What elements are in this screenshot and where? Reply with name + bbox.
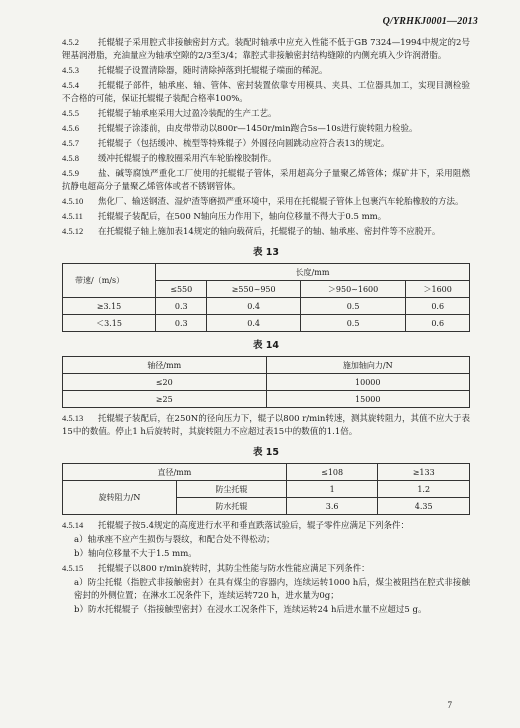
list-item: a）轴承座不应产生损伤与裂纹，和配合处不得松动； [74,535,275,545]
sections-b [62,519,470,617]
section-number: 4.5.9 [62,168,79,178]
section-paragraph [62,152,470,166]
table14-caption: 表 14 [252,340,280,351]
table13-cell: 0.4 [207,315,300,332]
table13-row-label: ≥3.15 [63,298,156,315]
table13-column-header: ≥550~950 [207,281,300,298]
table13-cell: 0.6 [406,315,470,332]
section-number: 4.5.7 [62,138,79,148]
section-number: 4.5.4 [62,80,79,90]
table13-column-header: ＞950~1600 [300,281,406,298]
section-number: 4.5.8 [62,153,79,163]
section-text: 托辊辊子轴承座采用大过盈冷装配的生产工艺。 [98,109,277,119]
section-text: 托辊辊子按5.4规定的高度进行水平和垂直跌落试验后，辊子零件应满足下列条件： [98,521,410,531]
table13-caption: 表 13 [252,247,280,258]
page-number: 7 [447,700,452,710]
section-paragraph [62,64,470,78]
table15-caption: 表 15 [252,447,280,458]
section-text: 缓冲托辊辊子的橡胶圈采用汽车轮胎橡胶制作。 [98,154,277,164]
section-text: 托辊辊子装配后，在500 N轴向压力作用下，轴向位移量不得大于0.5 mm。 [98,212,387,222]
section-text: 托辊辊子设置清除器，随时清除掉落到托辊辊子端面的稀泥。 [98,66,328,76]
section-paragraph [62,79,470,106]
table15-cell: 3.6 [286,498,378,515]
table13 [62,263,470,332]
table13-cell: 0.4 [207,298,300,315]
table13-body [63,298,470,332]
table-row [63,391,470,408]
page-content [62,36,470,618]
table14-row-label: ≥25 [63,391,267,408]
section-number: 4.5.12 [62,226,84,236]
section-text: 托辊辊子以800 r/min旋转时，其防尘性能与防水性能应满足下列条件： [98,564,370,574]
section-paragraph [62,36,470,63]
list-item: b）防水托辊辊子（指接触型密封）在浸水工况条件下，连续运转24 h后进水量不应超过5 g。 [74,605,427,615]
table15-cell: 1 [286,481,378,498]
table13-cell: 0.3 [156,298,207,315]
table15-row-label: 防水托辊 [176,498,286,515]
section-text: 托辊辊子部件，轴承座、轴、管体、密封装置依靠专用模具、夹具、工位器具加工，实现目测检验不合格的可能，保证托辊辊子装配合格率100%。 [62,81,470,104]
section-number: 4.5.10 [62,196,84,206]
table-row [63,374,470,391]
section-number: 4.5.11 [62,211,83,221]
table15-cell: 4.35 [378,498,470,515]
section-paragraph [62,195,470,209]
section-text: 在托辊辊子轴上施加表14规定的轴向载荷后，托辊辊子的轴、轴承座、密封件等不应脱开。 [98,227,441,237]
table13-column-header: ＞1600 [406,281,470,298]
section-number: 4.5.5 [62,108,79,118]
table15-diameter-label: 直径/mm [63,464,287,481]
table15-col-1: ≥133 [378,464,470,481]
table14-row-label: ≤20 [63,374,267,391]
table15 [62,463,470,515]
table13-cell: 0.6 [406,298,470,315]
section-paragraph [62,167,470,194]
table13-cell: 0.5 [300,298,406,315]
section-text: 盐、碱等腐蚀严重化工厂使用的托辊辊子管体，采用超高分子量聚乙烯管体；煤矿井下，采用阻燃抗静电超高分子量聚乙烯管体或者不锈钢管体。 [62,169,470,192]
section-paragraph [62,562,470,576]
table15-col-0: ≤108 [286,464,378,481]
section-text: 托辊辊子（包括缓冲、梳型等特殊辊子）外圆径向圆跳动应符合表13的规定。 [98,139,390,149]
list-item: a）防尘托辊（指腔式非接触密封）在具有煤尘的容器内，连续运转1000 h后，煤尘被阻挡在腔式非接触密封的外侧位置；在淋水工况条件下，连续运转720 h，进水量为0g； [74,578,470,601]
table14-header-diameter: 轴径/mm [63,357,267,374]
section-paragraph [62,519,470,533]
section-number: 4.5.15 [62,563,84,573]
section-paragraph [62,225,470,239]
section-number: 4.5.14 [62,520,84,530]
section-paragraph [62,137,470,151]
section-4-5-13 [62,412,470,439]
table15-row-label: 防尘托辊 [176,481,286,498]
section-text: 托辊辊子涂漆前，由皮带带动以800r—1450r/min跑合5s—10s进行旋转阻力检验。 [98,124,418,134]
section-number: 4.5.6 [62,123,79,133]
table14-cell: 15000 [266,391,470,408]
doc-code-header: Q/YRHKJ0001—2013 [382,16,478,27]
section-paragraph [62,122,470,136]
section-text: 托辊辊子装配后，在250N的径向压力下，辊子以800 r/min转速，测其旋转阻力，其值不应大于表15中的数值。停止1 h后旋转时，其旋转阻力不应超过表15中的数值的1.1倍。 [62,414,470,437]
section-paragraph [62,210,470,224]
table13-row-label: ＜3.15 [63,315,156,332]
table-row [63,298,470,315]
table13-length-header: 长度/mm [156,264,470,281]
table15-group-label: 旋转阻力/N [63,481,177,515]
section-number: 4.5.3 [62,65,79,75]
table13-cell: 0.5 [300,315,406,332]
table15-cell: 1.2 [378,481,470,498]
table14-header-force: 施加轴向力/N [266,357,470,374]
table13-diag-label: 带速/（m/s） [63,264,156,298]
table-row [63,315,470,332]
table13-column-header: ≤550 [156,281,207,298]
list-item: b）轴向位移量不大于1.5 mm。 [74,549,197,559]
table14-body [63,374,470,408]
section-text: 托辊辊子采用腔式非接触密封方式。装配时轴承中应充入性能不低于GB 7324—1994中规定的2号锂基润滑脂，充油量应为轴承空隙的2/3至3/4；靠腔式非接触密封结构缝隙的内侧充填入少许润滑脂。 [62,38,470,61]
table14 [62,356,470,408]
table13-cell: 0.3 [156,315,207,332]
sections-a [62,36,470,239]
section-text: 焦化厂、输送钢渣、湿炉渣等磨损严重环境中，采用在托辊辊子管体上包裹汽车轮胎橡胶的方法。 [98,197,464,207]
table14-cell: 10000 [266,374,470,391]
section-paragraph [62,107,470,121]
section-number: 4.5.13 [62,413,84,423]
section-number: 4.5.2 [62,37,79,47]
